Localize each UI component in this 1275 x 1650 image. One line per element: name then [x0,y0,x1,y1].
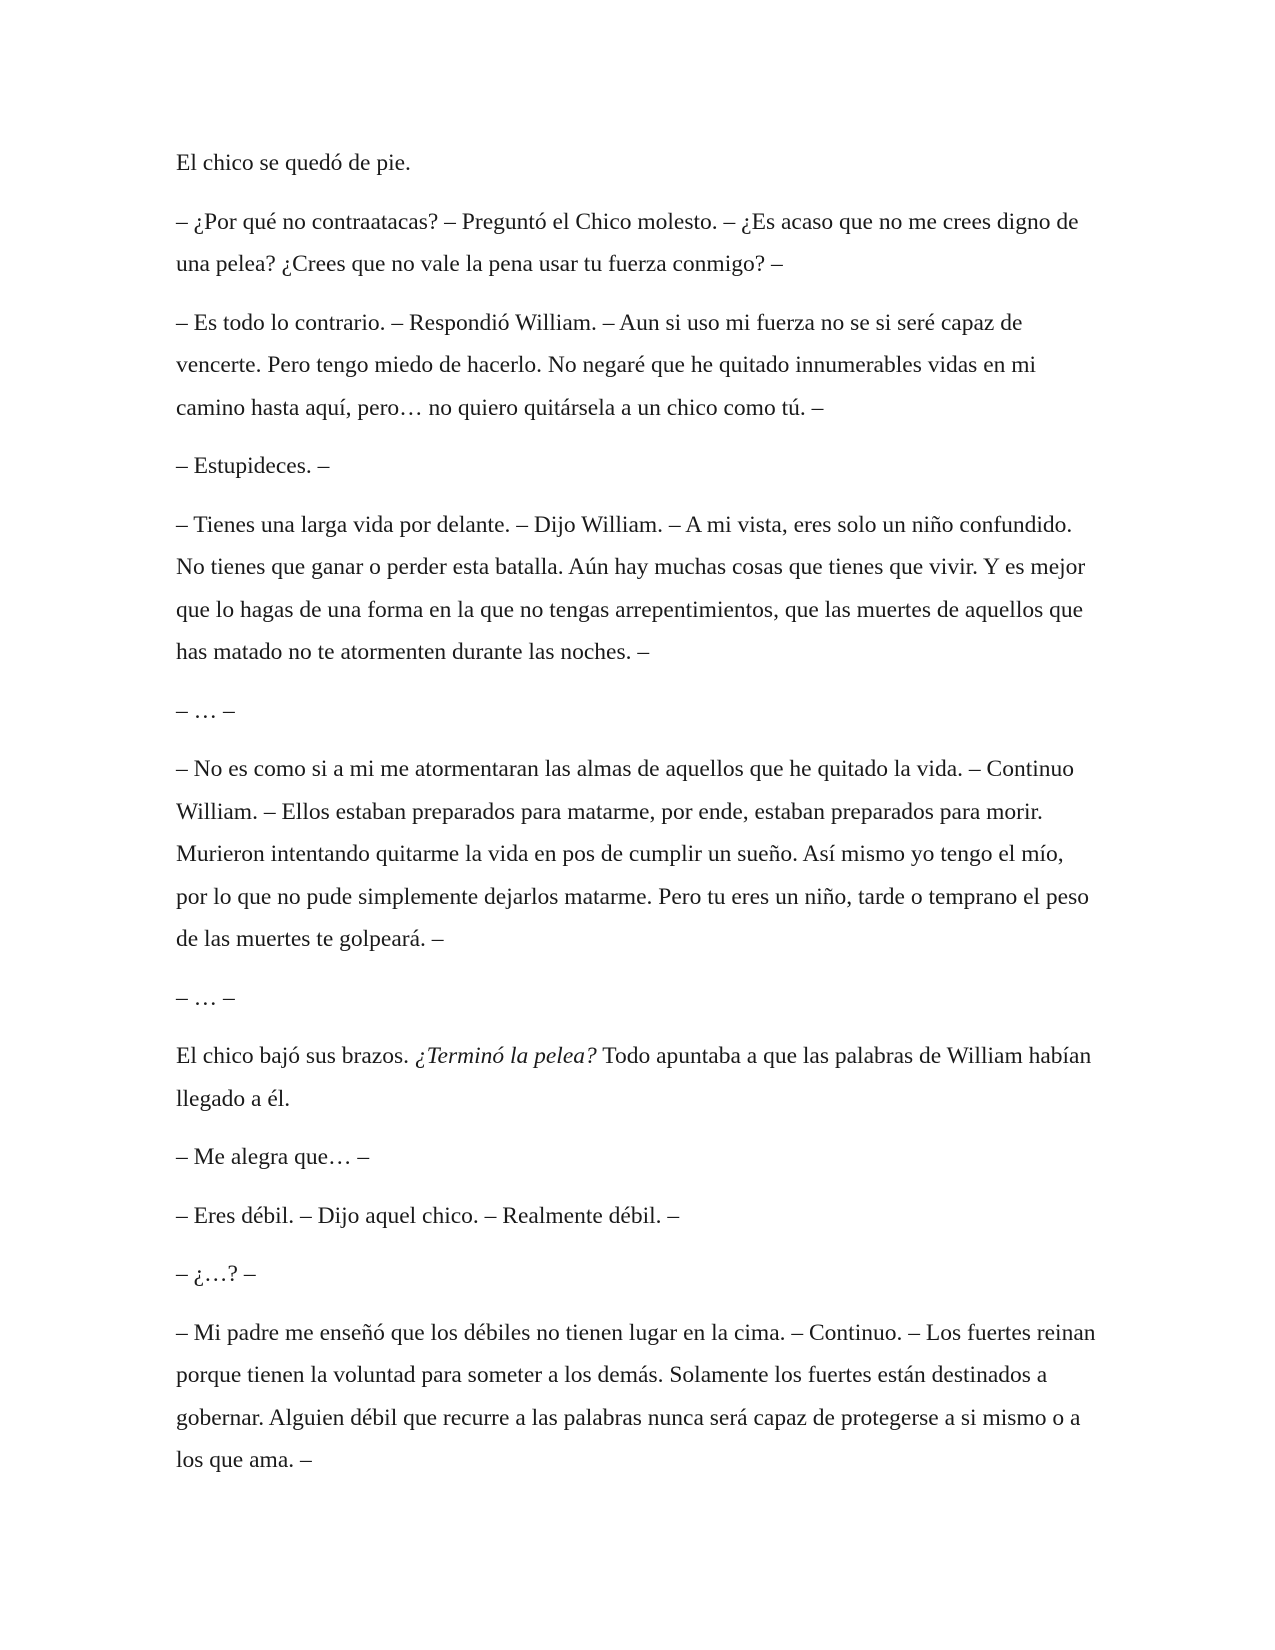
paragraph: – Mi padre me enseñó que los débiles no tienen lugar en la cima. – Continuo. – Los fuertes reinan porque tienen la voluntad para someter a los demás. Solamente los fuertes están destinados a gobernar. Alguien débil que recurre a las palabras nunca será capaz de protegerse a si mismo o a los que ama. – [176,1319,1096,1473]
body-text [176,142,1100,1498]
paragraph-text-after: Todo apuntaba a que las palabras de William habían llegado a él. [176,1043,1092,1112]
paragraph: – Me alegra que… – [176,1144,370,1170]
paragraph: – Estupideces. – [176,453,330,479]
italic-thought: ¿Terminó la pelea? [414,1043,597,1069]
paragraph-with-italic [176,1035,1100,1120]
paragraph: – Tienes una larga vida por delante. – Dijo William. – A mi vista, eres solo un niño confundido. No tienes que ganar o perder esta batalla. Aún hay muchas cosas que tienes que vivir. Y es mejor que lo hagas de una forma en la que no tengas arrepentimientos, que las muertes de aquellos que has matado no te atormenten durante las noches. – [176,511,1086,665]
paragraph: – … – [176,697,235,724]
paragraph: – … – [176,984,235,1011]
paragraph-text-before: El chico bajó sus brazos. [176,1043,415,1069]
paragraph: – Eres débil. – Dijo aquel chico. – Realmente débil. – [176,1202,680,1229]
paragraph: El chico se quedó de pie. [176,150,411,176]
paragraph: – ¿Por qué no contraatacas? – Preguntó el Chico molesto. – ¿Es acaso que no me crees digno de una pelea? ¿Crees que no vale la pena usar tu fuerza conmigo? – [176,208,1079,277]
paragraph: – No es como si a mi me atormentaran las almas de aquellos que he quitado la vida. – Continuo William. – Ellos estaban preparados para matarme, por ende, estaban preparados para morir. Murieron intentando quitarme la vida en pos de cumplir un sueño. Así mismo yo tengo el mío, por lo que no pude simplemente dejarlos matarme. Pero tu eres un niño, tarde o temprano el peso de las muertes te golpeará. – [176,756,1089,952]
paragraph: – ¿…? – [176,1261,256,1287]
paragraph: – Es todo lo contrario. – Respondió William. – Aun si uso mi fuerza no se si seré capaz de vencerte. Pero tengo miedo de hacerlo. No negaré que he quitado innumerables vidas en mi camino hasta aquí, pero… no quiero quitársela a un chico como tú. – [176,309,1037,421]
